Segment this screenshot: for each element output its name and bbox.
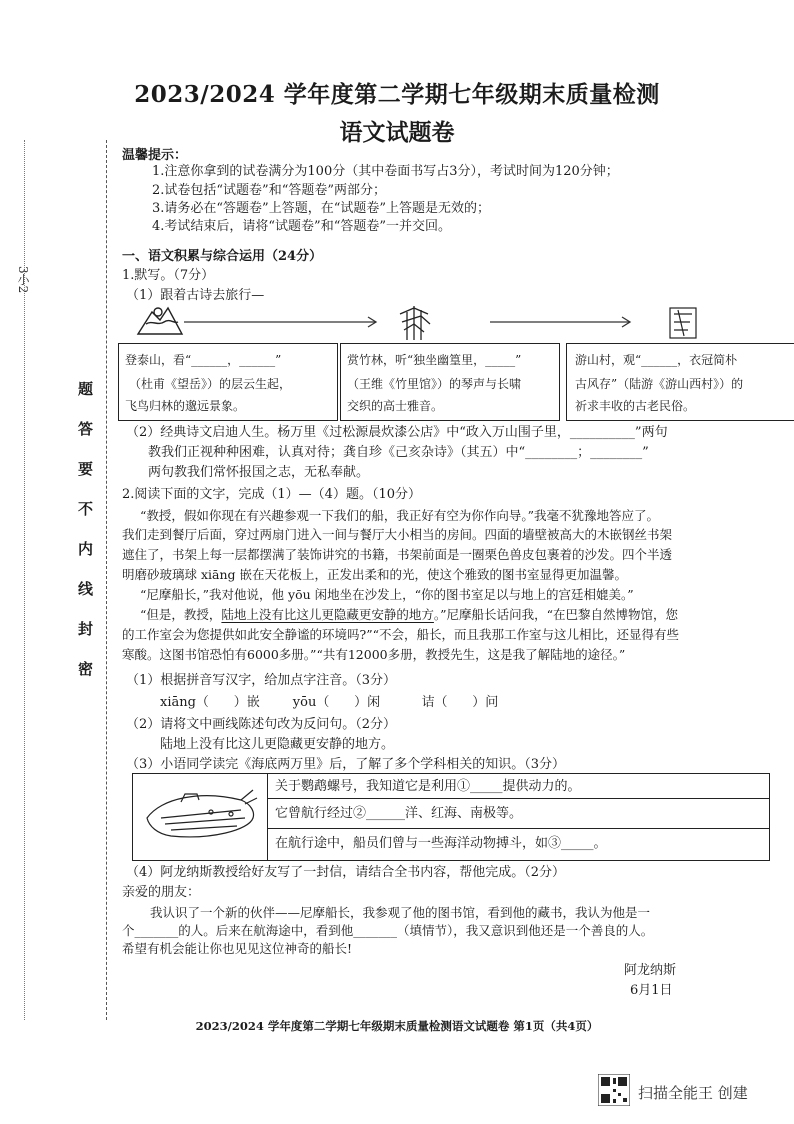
poem-box-line: 飞鸟归林的邈远景象。: [125, 399, 246, 413]
letter-signature: 阿龙纳斯: [624, 963, 677, 978]
subquestion-text: 两句教我们常怀报国之志，无私奉献。: [148, 465, 370, 480]
passage-line: 我们走到餐厅后面，穿过两扇门进入一间与餐厅大小相当的房间。四面的墙壁被高大的木嵌钢丝书架: [122, 527, 673, 542]
page-title: 2023/2024 学年度第二学期七年级期末质量检测: [134, 81, 660, 108]
passage-line: “教授，假如你现在有兴趣参观一下我们的船，我正好有空为你作向导。”我毫不犹豫地答应了。: [140, 508, 660, 523]
subquestion-text: 教我们正视种种困难，认真对待；龚自珍《己亥杂诗》（其五）中“________；________”: [148, 445, 649, 460]
nautilus-submarine-icon: [141, 780, 259, 854]
table-row: 关于鹦鹉螺号，我知道它是利用①_____提供动力的。: [275, 779, 581, 794]
binding-dashed-line: [106, 140, 107, 1020]
pinyin-items: xiāng（ ）嵌 yōu（ ）闲 诘（ ）问: [160, 695, 499, 710]
letter-line: 希望有机会能让你也见见这位神奇的船长!: [122, 941, 353, 956]
qr-code-icon: [598, 1074, 630, 1106]
tip-item: 2.试卷包括“试题卷”和“答题卷”两部分；: [152, 183, 386, 198]
bamboo-icon: [400, 306, 430, 340]
village-icon: [670, 308, 696, 338]
passage-fragment: 。”尼摩船长话问我，“在巴黎自然博物馆，您: [433, 607, 678, 622]
letter-line: 个_______的人。后来在航海途中，看到他_______（填情节），我又意识到他还是一个善良的人。: [122, 923, 654, 938]
table-row-line: [267, 828, 769, 829]
subquestion-label: （3）小语同学读完《海底两万里》后，了解了多个学科相关的知识。（3分）: [126, 757, 566, 772]
subquestion-label: （4）阿龙纳斯教授给好友写了一封信，请结合全书内容，帮他完成。（2分）: [126, 865, 566, 880]
tip-item: 4.考试结束后，请将“试题卷”和“答题卷”一并交回。: [152, 219, 451, 234]
question-title: 1.默写。（7分）: [122, 268, 215, 283]
passage-fragment: “但是，教授，: [140, 607, 222, 622]
passage-line: [140, 606, 678, 623]
tip-item: 1.注意你拿到的试卷满分为100分（其中卷面书写占3分），考试时间为120分钟；: [152, 164, 619, 179]
poem-box-line: （王维《竹里馆》）的琴声与长啸: [347, 377, 522, 391]
binding-char: 封: [78, 620, 94, 638]
poem-box-line: 祈求丰收的古老民俗。: [575, 399, 696, 413]
page-footer: 2023/2024 学年度第二学期七年级期末质量检测语文试题卷 第1页（共4页）: [195, 1019, 599, 1033]
mountain-icon: [138, 308, 182, 334]
binding-char: 不: [78, 500, 94, 518]
underlined-sentence: 陆地上没有比这儿更隐藏更安静的地方: [221, 607, 434, 622]
table-row: 在航行途中，船员们曾与一些海洋动物搏斗，如③_____。: [275, 836, 607, 851]
poem-box-line: 古风存”（陆游《游山西村》）的: [575, 377, 744, 391]
letter-date: 6月1日: [630, 983, 673, 998]
subquestion-label: （1）跟着古诗去旅行—: [126, 288, 265, 303]
letter-greeting: 亲爱的朋友：: [122, 885, 201, 900]
poem-box-line: 游山村，观“______，衣冠简朴: [575, 353, 738, 367]
question-title: 2.阅读下面的文字，完成（1）—（4）题。（10分）: [122, 487, 421, 502]
binding-char: 密: [78, 660, 94, 678]
subquestion-label: （1）根据拼音写汉字，给加点字注音。（3分）: [126, 673, 397, 688]
poem-box-taishan: [118, 343, 338, 421]
subquestion-text: 陆地上没有比这儿更隐藏更安静的地方。: [160, 737, 395, 752]
tip-item: 3.请务必在“答题卷”上答题，在“试题卷”上答题是无效的；: [152, 201, 490, 216]
binding-char: 题: [78, 380, 94, 398]
poem-box-bamboo: [340, 343, 560, 421]
passage-line: 的工作室会为您提供如此安全静谧的环境吗?”“不会，船长，而且我那工作室与这儿相比，还显得有些: [122, 627, 679, 642]
subquestion-text: （2）经典诗文启迪人生。杨万里《过松源晨炊漆公店》中“政入万山围子里，__________”两句: [126, 425, 668, 440]
poem-box-line: 交织的高士雅音。: [347, 399, 444, 413]
passage-line: 明磨砂玻璃球 xiāng 嵌在天花板上，正发出柔和的光，使这个雅致的图书室显得更加温馨。: [122, 567, 628, 582]
page-subtitle: 语文试题卷: [339, 119, 455, 146]
passage-line: “尼摩船长，”我对他说，他 yōu 闲地坐在沙发上，“你的图书室足以与地上的宫廷相媲美。”: [140, 587, 634, 602]
binding-char: 答: [78, 420, 94, 438]
poem-box-line: 登泰山，看“______，______”: [125, 353, 282, 367]
scanner-watermark: 扫描全能王 创建: [638, 1084, 748, 1102]
letter-line: 我认识了一个新的伙伴——尼摩船长，我参观了他的图书馆，看到他的藏书，我认为他是一: [150, 905, 651, 920]
binding-char: 线: [78, 580, 94, 598]
table-row-line: [267, 798, 769, 799]
poem-box-village: [566, 343, 794, 421]
passage-line: 遮住了，书架上每一层都摆满了装饰讲究的书籍，书架前面是一圈栗色兽皮包裹着的沙发。四个半透: [122, 547, 673, 562]
poem-box-line: （杜甫《望岳》）的层云生起，: [129, 377, 292, 391]
table-divider: [267, 774, 268, 860]
knowledge-table: [132, 773, 770, 861]
binding-char: 要: [78, 460, 94, 478]
binding-char: 内: [78, 540, 94, 558]
binding-handwritten-mark: 3小2: [16, 266, 30, 294]
section-heading: 一、语文积累与综合运用（24分）: [122, 249, 323, 264]
poem-box-line: 赏竹林，听“独坐幽篁里，_____”: [347, 353, 522, 367]
table-row: 它曾航行经过②______洋、红海、南极等。: [275, 806, 523, 821]
tips-heading: 温馨提示：: [122, 148, 188, 163]
subquestion-label: （2）请将文中画线陈述句改为反问句。（2分）: [126, 717, 397, 732]
passage-line: 寒酸。这图书馆恐怕有6000多册。”“共有12000多册，教授先生，这是我了解陆地的途径。”: [122, 647, 626, 662]
